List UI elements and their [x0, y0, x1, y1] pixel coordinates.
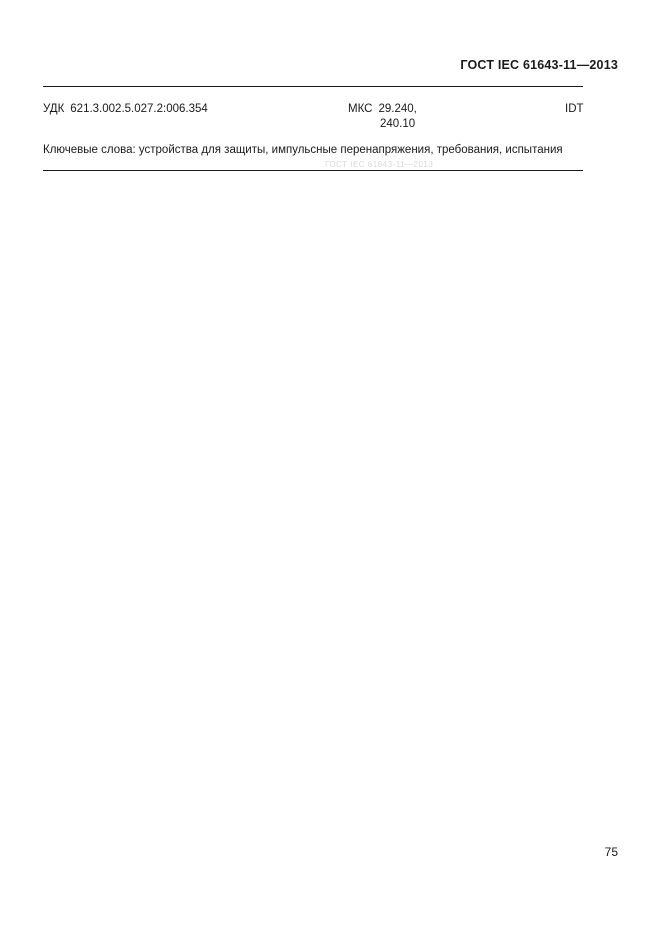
page-header-standard-number: ГОСТ IEC 61643-11—2013 [460, 58, 618, 72]
mks-code [348, 103, 417, 115]
keywords-line: Ключевые слова: устройства для защиты, импульсные перенапряжения, требования, испытания [43, 144, 563, 156]
keywords-divider-rule [43, 170, 583, 171]
mks-value: 29.240, [378, 103, 417, 115]
udk-label: УДК [43, 103, 65, 115]
idt-code: IDT [565, 103, 584, 115]
udk-code [43, 103, 208, 115]
header-divider-rule [43, 86, 583, 87]
mks-value-second-line: 240.10 [380, 118, 416, 130]
mks-label: МКС [348, 103, 373, 115]
faint-watermark-text: ГОСТ IEC 61643-11—2013 [325, 160, 434, 169]
classification-codes-row [43, 103, 583, 133]
udk-value: 621.3.002.5.027.2:006.354 [70, 103, 208, 115]
page-number: 75 [604, 845, 618, 859]
